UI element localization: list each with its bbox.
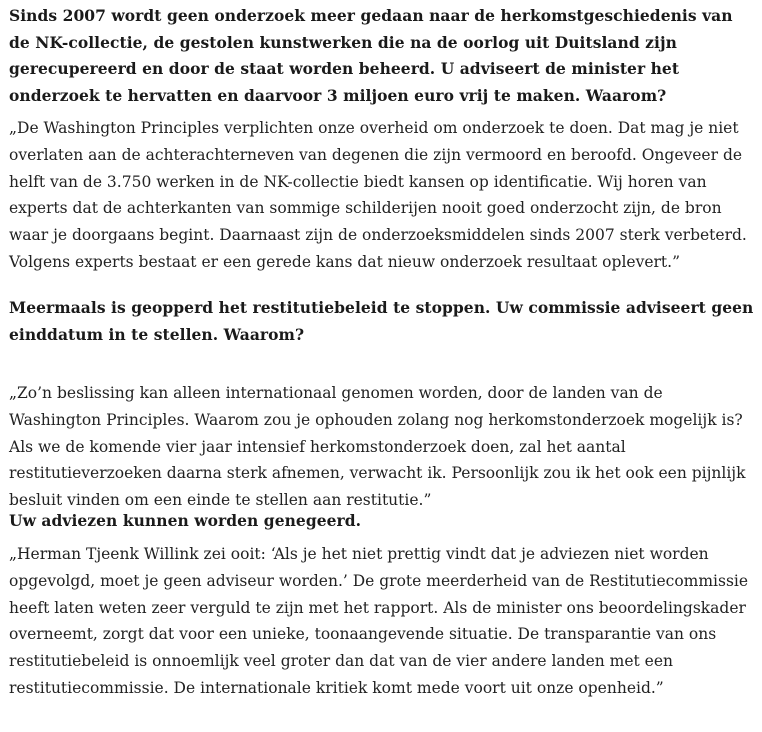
interview-question-1: Sinds 2007 wordt geen onderzoek meer gedaan naar de herkomstgeschiedenis van de NK-collectie, de gestolen kunstwerken die na de oorlog uit Duitsland zijn gerecupereerd en door de staat worden beheerd. U adviseert de minister het onderzoek te hervatten en daarvoor 3 miljoen euro vrij te maken. Waarom? [9, 6, 733, 105]
interview-answer-3: „Herman Tjeenk Willink zei ooit: ‘Als je het niet prettig vindt dat je adviezen niet worden opgevolgd, moet je geen adviseur worden.’ De grote meerderheid van de Restitutiecommissie heeft laten weten zeer verguld te zijn met het rapport. Als de minister ons beoordelingskader overneemt, zorgt dat voor een unieke, toonaangevende situatie. De transparantie van ons restitutiebeleid is onnoemlijk veel groter dan dat van de vier andere landen met een restitutiecommissie. De internationale kritiek komt mede voort uit onze openheid.” [9, 545, 749, 697]
interview-question-3: Uw adviezen kunnen worden genegeerd. [9, 511, 362, 530]
interview-question-2: Meermaals is geopperd het restitutiebeleid te stoppen. Uw commissie adviseert geen einddatum in te stellen. Waarom? [9, 298, 754, 344]
interview-answer-2: „Zo’n beslissing kan alleen internationaal genomen worden, door de landen van de Washington Principles. Waarom zou je ophouden zolang nog herkomstonderzoek mogelijk is? Als we de komende vier jaar intensief herkomstonderzoek doen, zal het aantal restitutieverzoeken daarna sterk afnemen, verwacht ik. Persoonlijk zou ik het ook een pijnlijk besluit vinden om een einde te stellen aan restitutie.” [9, 384, 746, 510]
interview-answer-1: „De Washington Principles verplichten onze overheid om onderzoek te doen. Dat mag je niet overlaten aan de achterachterneven van degenen die zijn vermoord en beroofd. Ongeveer de helft van de 3.750 werken in de NK-collectie biedt kansen op identificatie. Wij horen van experts dat de achterkanten van sommige schilderijen nooit goed onderzocht zijn, de bron waar je doorgaans begint. Daarnaast zijn de onderzoeksmiddelen sinds 2007 sterk verbeterd. Volgens experts bestaat er een gerede kans dat nieuw onderzoek resultaat oplevert.” [9, 119, 747, 271]
